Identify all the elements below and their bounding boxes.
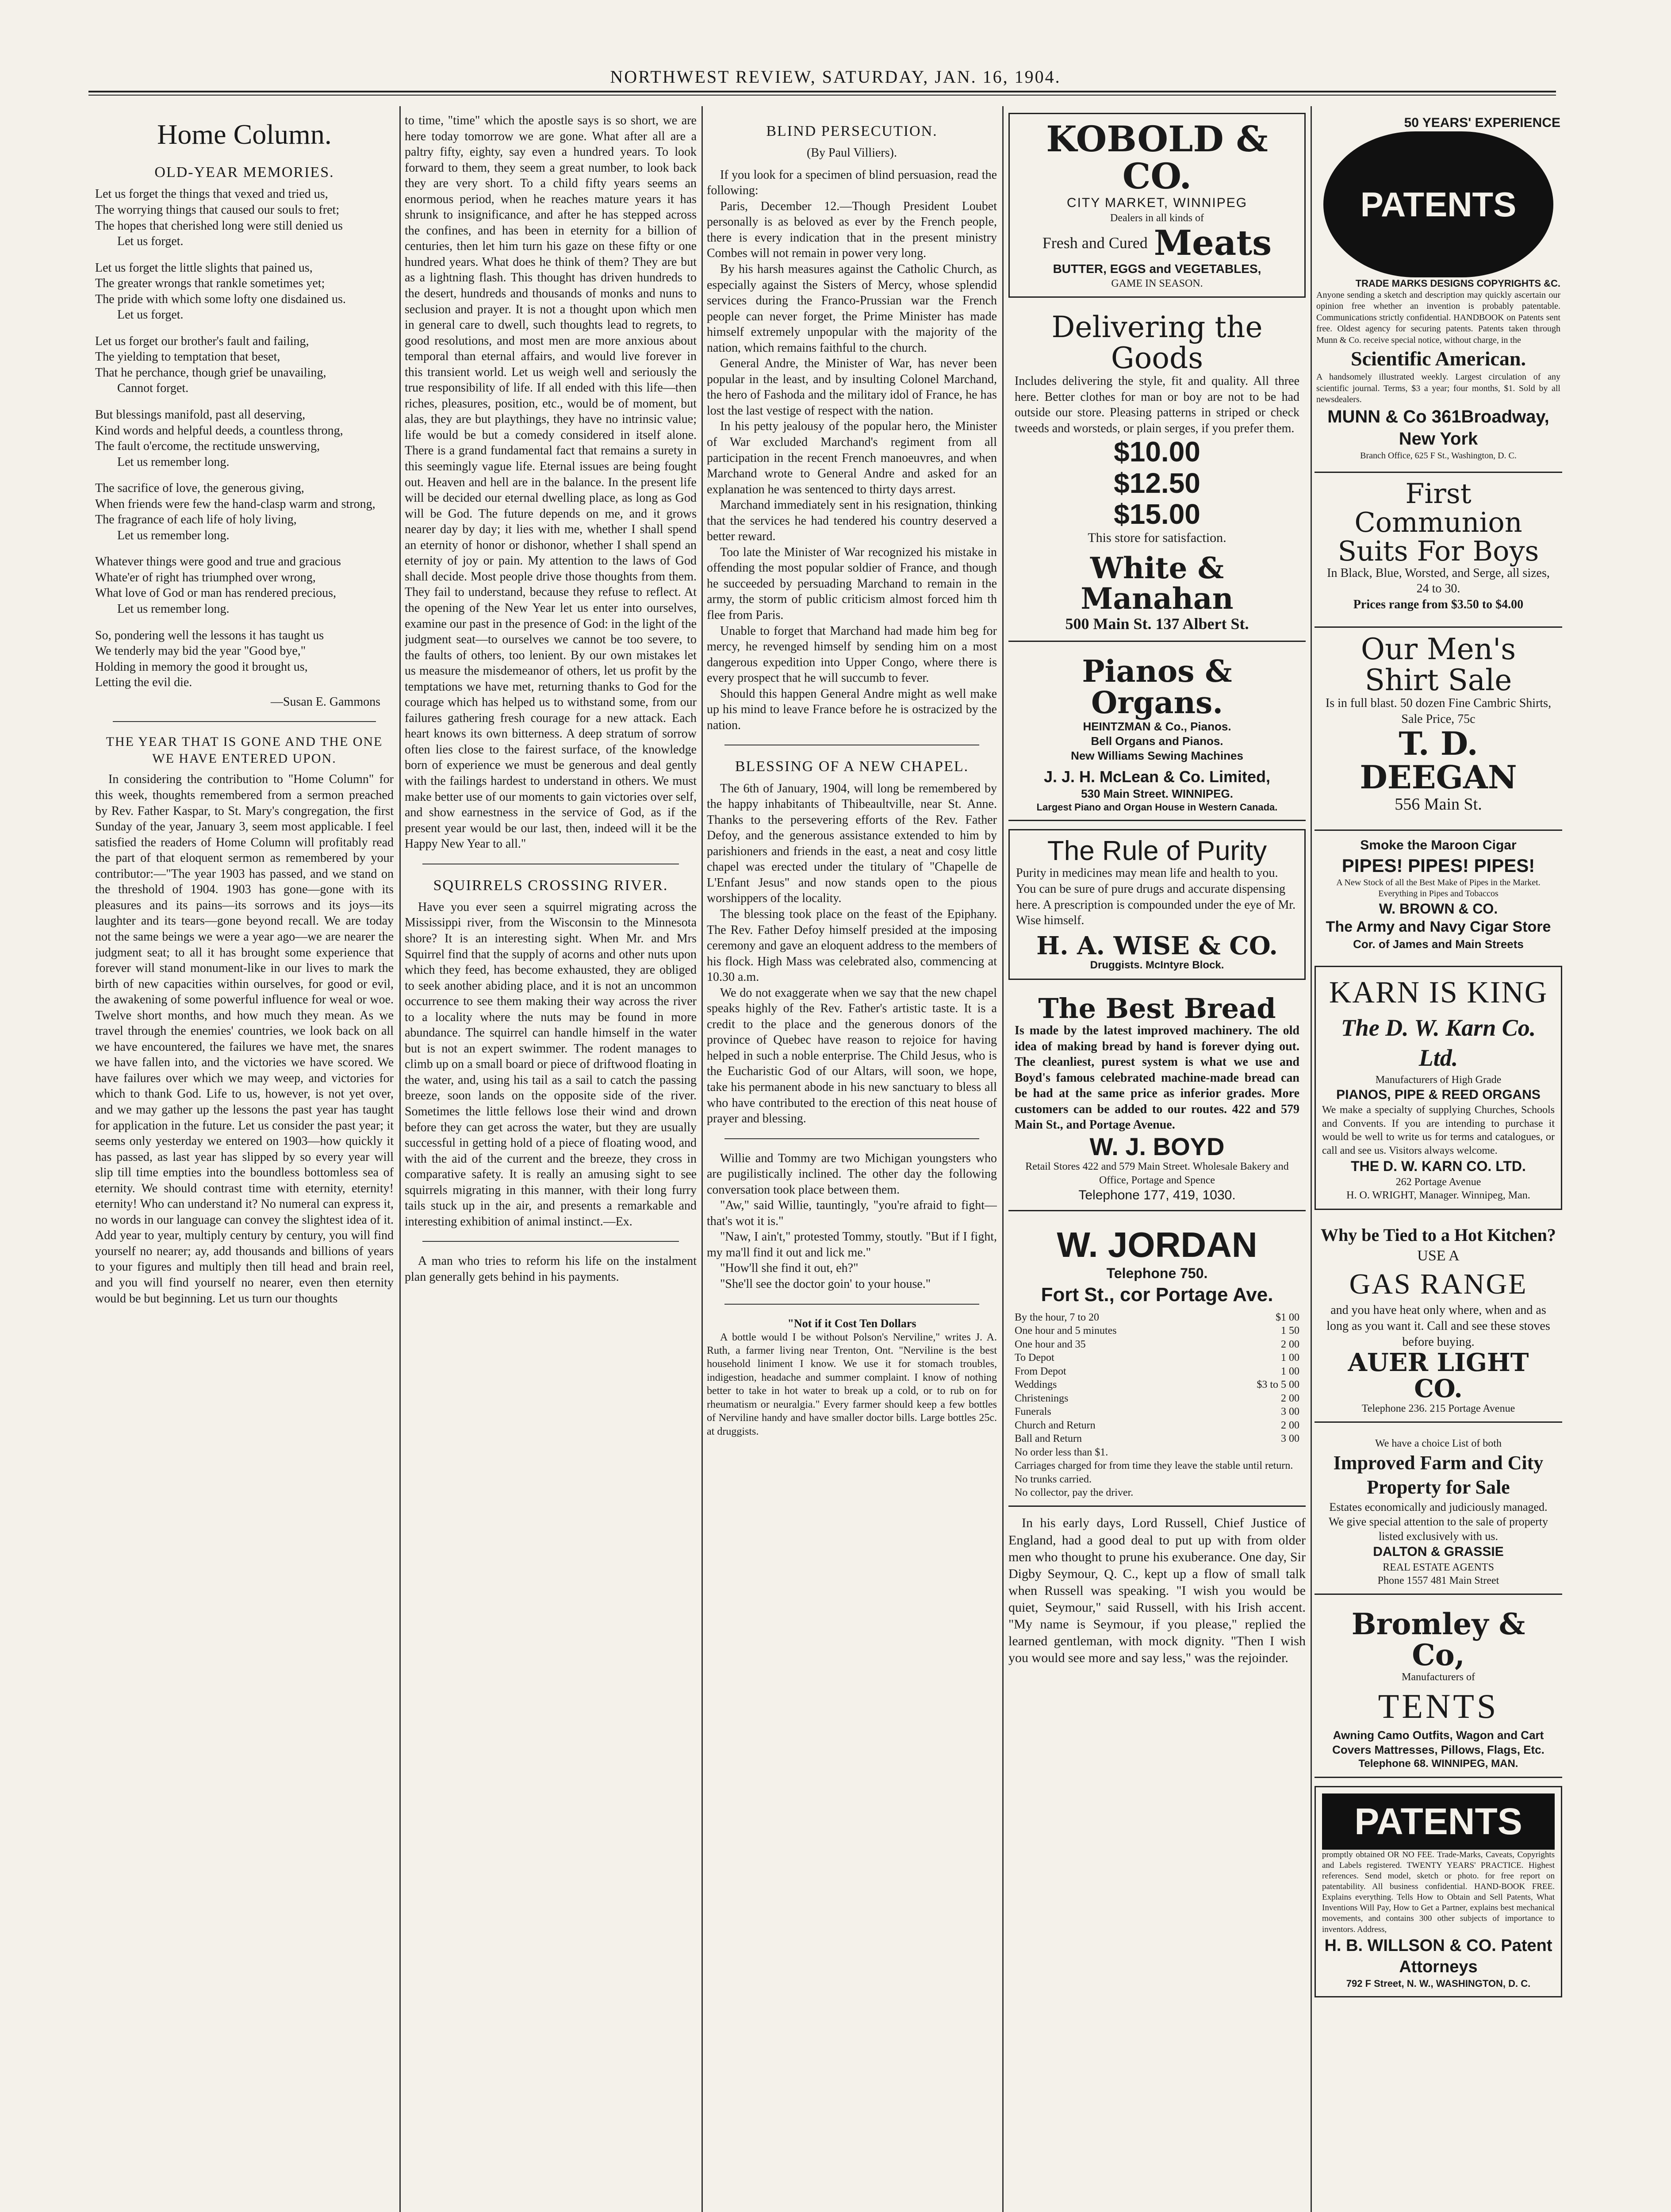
- rates-table: [1015, 1311, 1299, 1446]
- willie-paragraph: "She'll see the doctor goin' to your house.": [720, 1277, 931, 1291]
- price-3: $15.00: [1114, 498, 1200, 530]
- patents-text: Anyone sending a sketch and description may quickly ascertain our opinion free whether an invention is probably patentable. Communications strictly confidential. HANDBOOK on Patents sent free. Oldest agency for securing patents. Patents taken through Munn & Co. receive special notice, without charge, in the: [1316, 290, 1560, 345]
- dalton: DALTON & GRASSIE: [1373, 1544, 1504, 1559]
- price-2: $12.50: [1114, 467, 1200, 499]
- essay-paragraph: to time, "time" which the apostle says is so short, we are here today tomorrow we are gone. What after all are a paltry fifty, eighty, say even a hundred years. To look forward to them, they seem a great number, to look back they are very short. To a child fifty years seems an enormous period, when he reaches mature years it has shrunk to insignificance, and after he has stepped across the confines, and has been in eternity for a billion of centuries, then let him turn his gaze on these fifty or one hundred years. What does he think of them? They are but as a lightning flash. This thought has driven hundreds to the desert, hundreds and thousands of monks and nuns to seclusion and prayer. It is not a thought upon which men in general care to dwell, such thoughts lead to regrets, to good resolutions, and most men are more anxious about temporal than eternal affairs, and would live forever in this transient world. Let us weigh well and seriously the true responsibility of life. If all ended with this life—then riches, pleasures, position, etc., would be of moment, but alas, they are but playthings, they have no intrinsic value; life would be but a comedy considered in itself alone. There is a grand fundamental fact that remains a surety in this seemingly vague life. Eternal issues are being fought out. Heaven and hell are in the balance. In the present life will be decided our eternal dwelling place, as long as God will be God. The future depends on me, and it grows nearer day by day; it lies with me, whether I shall spend an eternity of honor or dishonor, whether I shall spend an eternity of joy or pain. My attention to the laws of God shall decide. Most people drive those thoughts from them. They fail to understand, because they refuse to reflect. At the opening of the New Year let us enter into ourselves, examine our past in the presence of God: in the light of the judgment seat—to ourselves we cannot be too severe, to the faults of others, too lenient. By our own mistakes let us measure the misdemeanor of others, let us profit by the temptations we have met, returning thanks to God for the courage which has helped us to withstand some, from our failures gathering fresh courage for a new attack. Each heart knows its own bitterness. A deep stratum of sorrow often lies close to the fairest surface, of the knowledge born of experience we must be generous and deal gently with the failings hardest to understand in others. We must make better use of our moments to gain victories over self, and show earnestness in the service of God, as if the present year would be our last, then, indeed will it be the Happy New Year to all.": [405, 114, 697, 851]
- poem-line: Let us remember long.: [117, 455, 230, 469]
- communion-price: Prices range from $3.50 to $4.00: [1353, 597, 1524, 611]
- wise-sub: Druggists. McIntyre Block.: [1090, 959, 1224, 972]
- blind-paragraph: By his harsh measures against the Catholic Church, as especially against the Sisters of Mercy, whose splendid services during the Franco-Prussian war the French people can never forget, the Prime Minister has made himself extremely unpopular with the majority of the nation, which remains faithful to the church.: [707, 262, 997, 355]
- poem-line: The pride with which some lofty one disdained us.: [95, 292, 346, 306]
- poem-line: Holding in memory the good it brought us,: [95, 660, 308, 674]
- poem-line: Cannot forget.: [117, 381, 189, 396]
- pianos-line: Bell Organs and Pianos.: [1091, 734, 1223, 748]
- karn-address: 262 Portage Avenue: [1395, 1176, 1481, 1188]
- gas-text: and you have heat only where, when and as long as you want it. Call and see these stoves before buying.: [1326, 1303, 1550, 1349]
- willie-paragraph: "How'll she find it out, eh?": [720, 1261, 858, 1275]
- blind-paragraph: General Andre, the Minister of War, has never been popular in the least, and by insulting Colonel Marchand, the hero of Fashoda and the military idol of France, he has lost the last vestige of respect with the nation.: [707, 357, 997, 418]
- gas-use: USE A: [1417, 1248, 1460, 1264]
- rate-value: $1 00: [1276, 1311, 1299, 1323]
- bread-text: Is made by the latest improved machinery. The old idea of making bread by hand is forever dying out. The cleanliest, purest system is what we use and Boyd's famous celebrated machine-made bread can be had at the same price as inferior grades. More customers can be added to our routes. 422 and 579 Main St., and Portage Avenue.: [1015, 1023, 1299, 1132]
- poem-line: [95, 470, 394, 480]
- column-1: [95, 113, 394, 2212]
- pianos-title: Pianos & Organs.: [1082, 653, 1232, 721]
- essay-paragraph: In considering the contribution to "Home Column" for this week, thoughts remembered from a sermon preached by Rev. Father Kaspar, to St. Mary's congregation, the first Sunday of the year, January 3, seem most applicable. I feel satisfied the readers of Home Column will profitably read the part of that eloquent sermon as remembered by your contributor:—"The year 1903 has passed, and we stand on the threshold of 1904. 1903 has gone—gone with its pleasures and its pains—its sorrows and its joys—its laughter and its tears—gone beyond recall. We are today not the same beings we were a year ago—we are nearer the judgment seat; to all it has brought some experience that forever will stand monument-like in our lives to mark the birth of new capacities within ourselves, for good or evil, the awakening of some powerful influence for weal or woe. Twelve short months, and how much they mean. As we travel through the enemies' countries, we look back on all we have encountered, the failures we have met, the snares we have fallen into, and the victories we have scored. We have failures over which we may weep, and victories for which to thank God. Life to us, however, is not yet over, and we may gather up the lessons the past year has taught for application in the future. Let us consider the past year; it seems only yesterday we entered on 1903—how quickly it has passed, as last year has slipped by so every year will slip till time empties into the boundless bottomless sea of eternity. We should contrast time with eternity, eternity! eternity! Who can understand it? No numeral can express it, no words in our language can convey the slightest idea of it. Add year to year, multiply century by century, you will find yourself no nearer; ay, add thousands and billions of years to your figures and multiply then till head and brain reel, and you will find yourself no nearer, even then eternity would be but beginning. Let us turn our thoughts: [95, 772, 394, 1306]
- blind-paragraph: Should this happen General Andre might as well make up his mind to leave France before he is ostracized by the nation.: [707, 687, 997, 732]
- column-3: [707, 113, 997, 2212]
- patents-ad: [1315, 113, 1562, 464]
- tents: TENTS: [1378, 1686, 1499, 1725]
- jordan-note: Carriages charged for from time they leave the stable until return.: [1015, 1460, 1293, 1472]
- price-1: $10.00: [1114, 436, 1200, 468]
- gas-ad: [1315, 1218, 1562, 1423]
- dalton-sub: REAL ESTATE AGENTS: [1383, 1561, 1494, 1573]
- poem-line: But blessings manifold, past all deserving,: [95, 408, 306, 422]
- column-5: [1315, 113, 1562, 2212]
- poem-line: Let us forget the little slights that pained us,: [95, 261, 313, 275]
- rate-label: One hour and 5 minutes: [1015, 1325, 1117, 1337]
- pipes: PIPES! PIPES! PIPES!: [1341, 855, 1535, 876]
- poem-line: When friends were few the hand-clasp warm and strong,: [95, 497, 376, 511]
- bromley-tel: Telephone 68. WINNIPEG, MAN.: [1358, 1757, 1518, 1770]
- rate-value: 1 50: [1281, 1325, 1299, 1337]
- karn-company: The D. W. Karn Co. Ltd.: [1341, 1014, 1536, 1071]
- poem-line: Letting the evil die.: [95, 676, 192, 690]
- white-manahan: White & Manahan: [1081, 550, 1234, 616]
- pipes-text: A New Stock of all the Best Make of Pipes in the Market. Everything in Pipes and Tobaccos: [1336, 878, 1541, 899]
- willson-address: 792 F Street, N. W., WASHINGTON, D. C.: [1346, 1978, 1531, 1989]
- brown: W. BROWN & CO.: [1379, 900, 1498, 917]
- rate-value: $3 to 5 00: [1257, 1379, 1299, 1391]
- essay-title: THE YEAR THAT IS GONE AND THE ONE WE HAVE ENTERED UPON.: [106, 734, 383, 766]
- squirrels-title: SQUIRRELS CROSSING RIVER.: [433, 877, 668, 894]
- karn-ltd: THE D. W. KARN CO. LTD.: [1351, 1158, 1526, 1175]
- delivering-title: Delivering the Goods: [1051, 310, 1263, 375]
- kobold-name: KOBOLD & CO.: [1046, 118, 1268, 197]
- blind-paragraph: Marchand immediately sent in his resignation, thinking that the services he had tendered his country deserved a better reward.: [707, 498, 997, 544]
- rate-label: Christenings: [1015, 1392, 1069, 1404]
- mclean-name: J. J. H. McLean & Co. Limited,: [1043, 767, 1271, 786]
- chapel-paragraph: The 6th of January, 1904, will long be remembered by the happy inhabitants of Thibeaultville, near St. Anne. Thanks to the persevering efforts of the Rev. Father Defoy, and the generous assistance extended to him by parishioners and friends in the east, a neat and cosy little chapel was erected under the titulary of "Chapelle de L'Enfant Jesus" and now stands open to the pious worshippers of the locality.: [707, 781, 997, 906]
- rate-row: [1015, 1432, 1299, 1445]
- purity-text: Purity in medicines may mean life and health to you. You can be sure of pure drugs and accurate dispensing here. A prescription is compounded under the eye of Mr. Wise himself.: [1016, 866, 1296, 928]
- kobold-ad: [1008, 113, 1306, 298]
- blind-body: [707, 167, 997, 733]
- farm-ad: [1315, 1431, 1562, 1595]
- column-4: [1008, 113, 1306, 2212]
- nerviline-text: A bottle would I be without Polson's Nerviline," writes J. A. Ruth, a farmer living near Trenton, Ont. "Nerviline is the best household liniment I know. We use it for stomach troubles, indigestion, headache and summer complaint. I know of nothing better to take in hot water to break up a cold, or to rub on for rheumatism or neuralgia." Every farmer should keep a few bottles of Nerviline handy and have smaller doctor bills. Large bottles 25c. at druggists.: [707, 1331, 997, 1437]
- russell-text: In his early days, Lord Russell, Chief Justice of England, had a good deal to put up with from older men who thought to prune his exuberance. One day, Sir Digby Seymour, Q. C., kept up a flow of small talk when Russell was speaking. "I wish you would be quiet, Seymour," said Russell, with his Irish accent. "My name is Seymour, if you please," replied the learned gentleman, with mock dignity. "Then I wish you would see more and say less," was the rejoinder.: [1008, 1516, 1306, 1666]
- dalton-address: Phone 1557 481 Main Street: [1377, 1575, 1499, 1586]
- rate-label: To Depot: [1015, 1352, 1054, 1364]
- wise-name: H. A. WISE & CO.: [1036, 931, 1278, 960]
- patents-banner: PATENTS: [1322, 1793, 1555, 1850]
- poem-line: We tenderly may bid the year "Good bye,": [95, 644, 306, 658]
- poem-line: Let us forget.: [117, 308, 184, 322]
- delivering-ad: [1008, 306, 1306, 641]
- cigar: Smoke the Maroon Cigar: [1360, 837, 1517, 853]
- shirt-title: Our Men's Shirt Sale: [1361, 632, 1516, 697]
- rate-label: Funerals: [1015, 1406, 1051, 1418]
- rate-label: By the hour, 7 to 20: [1015, 1311, 1100, 1323]
- poem-line: [95, 396, 394, 407]
- poem: [95, 186, 394, 690]
- trade-marks: TRADE MARKS DESIGNS COPYRIGHTS &C.: [1355, 278, 1560, 289]
- nerviline-title: "Not if it Cost Ten Dollars: [787, 1317, 916, 1330]
- gas-range: GAS RANGE: [1349, 1267, 1528, 1300]
- willie-paragraph: "Naw, I ain't," protested Tommy, stoutly. "But if I fight, my ma'll find it out and lick me.": [707, 1230, 997, 1260]
- poem-line: [95, 323, 394, 334]
- scientific-american: Scientific American.: [1350, 347, 1526, 370]
- blind-paragraph: Too late the Minister of War recognized his mistake in offending the most popular soldier of France, and though he succeeded by persuading Marchand to remain in the army, the storm of public criticism almost forced him th flee from Paris.: [707, 545, 997, 622]
- poem-line: Whate'er of right has triumphed over wrong,: [95, 570, 316, 584]
- poem-line: The fragrance of each life of holy living,: [95, 513, 297, 527]
- squirrels-paragraph: Have you ever seen a squirrel migrating across the Mississippi river, from the Wisconsin to the Minnesota shore? It is an interesting sight. When Mr. and Mrs Squirrel find that the supply of acorns and other nuts upon which they feed, has become exhausted, they are obliged to seek another abiding place, and it is not an uncommon occurrence to see them making their way across the river to a locality where the nuts may be found in more abundance. The squirrel can handle himself in the water but is not an expert swimmer. The rodent manages to climb up on a small board or piece of driftwood floating in the water, and, using his tail as a sail to catch the passing breeze, soon lands on the opposite side of the river. Sometimes the little fellows lose their wind and drown before they can get across the water, but they are usually successful in getting hold of a piece of floating wood, and with the aid of the current and the breeze, they cross in comparative safety. It is really an amusing sight to see squirrels migrating in this manner, with their long furry tails stuck up in the air, and presents a remarkable and interesting exhibition of animal instinct.—Ex.: [405, 900, 697, 1229]
- blind-paragraph: Paris, December 12.—Though President Loubet personally is as beloved as ever by the French people, there is every indication that in the present ministry Combes will not remain in power very long.: [707, 199, 997, 261]
- willie-body: [707, 1151, 997, 1292]
- column-divider: [701, 106, 703, 2212]
- chapel-paragraph: The blessing took place on the feast of the Epiphany. The Rev. Father Defoy himself presided at the imposing ceremony and gave an eloquent address to the members of his flock. High Mass was celebrated also, commencing at 10.30 a.m.: [707, 907, 997, 984]
- squirrels-paragraph: A man who tries to reform his life on the instalment plan generally gets behind in his payments.: [405, 1254, 697, 1284]
- masthead: NORTHWEST REVIEW, SATURDAY, JAN. 16, 1904.: [610, 67, 1061, 87]
- boyd-sub: Retail Stores 422 and 579 Main Street. Wholesale Bakery and Office, Portage and Spence: [1025, 1161, 1289, 1186]
- rate-label: Church and Return: [1015, 1419, 1096, 1431]
- poem-line: Let us forget the things that vexed and tried us,: [95, 187, 328, 201]
- poem-title: OLD-YEAR MEMORIES.: [154, 164, 334, 181]
- karn-manager: H. O. WRIGHT, Manager. Winnipeg, Man.: [1346, 1190, 1530, 1202]
- poem-line: [95, 617, 394, 628]
- jordan-name: W. JORDAN: [1057, 1225, 1257, 1265]
- chapel-body: [707, 781, 997, 1127]
- kobold-fresh: Fresh and Cured: [1042, 234, 1148, 252]
- rate-label: From Depot: [1015, 1365, 1066, 1377]
- masthead-rule-thin: [88, 95, 1556, 96]
- deegan-address: 556 Main St.: [1395, 795, 1482, 814]
- rate-row: [1015, 1405, 1299, 1418]
- poem-line: Let us remember long.: [117, 602, 230, 616]
- bread-title: The Best Bread: [1038, 992, 1276, 1025]
- masthead-rule: [88, 91, 1556, 92]
- delivering-text: Includes delivering the style, fit and quality. All three here. Better clothes for man or boy are not to be had outside our store. Pleasing patterns in striped or check tweeds and worsteds, or plain serges, if you prefer them.: [1015, 374, 1299, 435]
- rate-label: One hour and 35: [1015, 1338, 1086, 1350]
- willie-paragraph: "Aw," said Willie, tauntingly, "you're afraid to fight—that's wot it is.": [707, 1198, 997, 1228]
- poem-line: Kind words and helpful deeds, a countless throng,: [95, 423, 343, 438]
- rate-row: [1015, 1311, 1299, 1324]
- rate-value: 3 00: [1281, 1433, 1299, 1445]
- rate-value: 3 00: [1281, 1406, 1299, 1418]
- rate-row: [1015, 1378, 1299, 1391]
- willson: H. B. WILLSON & CO. Patent Attorneys: [1324, 1936, 1552, 1976]
- rate-label: Weddings: [1015, 1379, 1057, 1391]
- deegan: T. D. DEEGAN: [1360, 725, 1517, 796]
- kobold-butter: BUTTER, EGGS and VEGETABLES,: [1053, 262, 1261, 276]
- separator: [724, 1304, 979, 1305]
- rate-label: Ball and Return: [1015, 1433, 1082, 1445]
- patents2-text: promptly obtained OR NO FEE. Trade-Marks, Caveats, Copyrights and Labels registered. TWENTY YEARS' PRACTICE. Highest references. Send model, sketch or photo. for free report on patentability. All business confidential. HAND-BOOK FREE. Explains everything. Tells How to Obtain and Sell Patents, What Inventions Will Pay, How to Get a Partner, explains best mechanical movements, and contains 300 other subjects of importance to inventors. Address,: [1322, 1850, 1555, 1934]
- farm-text: Estates economically and judiciously managed. We give special attention to the sale of property listed exclusively with us.: [1328, 1501, 1548, 1543]
- separator: [113, 721, 376, 722]
- blind-paragraph: In his petty jealousy of the popular hero, the Minister of War excluded Marchand's regiment from all participation in the recent French manoeuvres, and when Marchand wrote to General Andre and asked for an explanation he was sentenced to thirty days arrest.: [707, 419, 997, 496]
- brown-sub: The Army and Navy Cigar Store: [1326, 918, 1551, 936]
- column-divider: [1311, 106, 1312, 2212]
- communion-title: First Communion Suits For Boys: [1338, 477, 1539, 567]
- karn-title: KARN IS KING: [1329, 975, 1548, 1010]
- patents-ad-2: [1315, 1786, 1562, 1997]
- chapel-paragraph: We do not exaggerate when we say that the new chapel speaks highly of the Rev. Father's artistic taste. It is a credit to the place and the generous donors of the province of Quebec have reason to rejoice for having helped in such a noble enterprise. The Child Jesus, who is the Eucharistic God of our Altars, will soon, we hope, take his permanent abode in his new sanctuary to bless all who have contributed to the erection of this neat house of prayer and blessing.: [707, 986, 997, 1126]
- rate-row: [1015, 1338, 1299, 1351]
- jordan-address: Fort St., cor Portage Ave.: [1041, 1284, 1273, 1306]
- karn-products: PIANOS, PIPE & REED ORGANS: [1336, 1087, 1541, 1102]
- rate-row: [1015, 1392, 1299, 1405]
- pianos-line: New Williams Sewing Machines: [1071, 749, 1243, 762]
- jordan-ad: [1008, 1219, 1306, 1507]
- rate-value: 2 00: [1281, 1419, 1299, 1431]
- delivering-tag: This store for satisfaction.: [1088, 530, 1226, 545]
- karn-text: We make a specialty of supplying Churches, Schools and Convents. If you are intending to purchase it would be well to write us for terms and catalogues, or call and see us. Visitors always welcome.: [1322, 1104, 1555, 1156]
- mclean-tag: Largest Piano and Organ House in Western Canada.: [1036, 802, 1278, 813]
- blind-paragraph: Unable to forget that Marchand had made him beg for mercy, he revenged himself by sending him on a most dangerous expedition into Upper Congo, where there is every prospect that he will succumb to fever.: [707, 624, 997, 685]
- poem-line: [95, 543, 394, 554]
- poem-line: Let us forget.: [117, 234, 184, 249]
- blind-byline: (By Paul Villiers).: [807, 146, 897, 160]
- jordan-note: No order less than $1.: [1015, 1446, 1108, 1458]
- purity-title: The Rule of Purity: [1047, 836, 1267, 867]
- rate-value: 2 00: [1281, 1392, 1299, 1404]
- bromley: Bromley & Co,: [1351, 1607, 1525, 1672]
- communion-ad: [1315, 472, 1562, 619]
- chapel-title: BLESSING OF A NEW CHAPEL.: [735, 758, 969, 775]
- poem-line: What love of God or man has rendered precious,: [95, 586, 337, 600]
- rate-row: [1015, 1351, 1299, 1364]
- jordan-notes: [1015, 1446, 1299, 1500]
- purity-ad: [1008, 829, 1306, 980]
- auer: AUER LIGHT CO.: [1348, 1348, 1529, 1403]
- rate-row: [1015, 1419, 1299, 1432]
- separator: [422, 1241, 679, 1242]
- jordan-tel: Telephone 750.: [1106, 1265, 1208, 1282]
- communion-text: In Black, Blue, Worsted, and Serge, all sizes, 24 to 30.: [1327, 566, 1550, 596]
- shirt-ad: [1315, 626, 1562, 821]
- home-column-title: Home Column.: [157, 119, 332, 150]
- poem-line: The fault o'ercome, the rectitude unswerving,: [95, 439, 320, 453]
- poem-line: [95, 250, 394, 260]
- column-divider: [1002, 106, 1004, 2212]
- blind-paragraph: If you look for a specimen of blind persuasion, read the following:: [707, 168, 997, 198]
- poem-line: The yielding to temptation that beset,: [95, 350, 280, 364]
- cigar-ad: [1315, 830, 1562, 958]
- bromley-items: Awning Camo Outfits, Wagon and Cart Covers Mattresses, Pillows, Flags, Etc.: [1332, 1728, 1545, 1756]
- auer-address: Telephone 236. 215 Portage Avenue: [1361, 1402, 1515, 1414]
- essay-body: [95, 772, 394, 1306]
- years-experience: 50 YEARS' EXPERIENCE: [1404, 115, 1560, 130]
- munn: MUNN & Co 361Broadway, New York: [1327, 407, 1549, 449]
- mclean-address: 530 Main Street. WINNIPEG.: [1081, 787, 1233, 801]
- pianos-ad: [1008, 650, 1306, 822]
- bread-ad: [1008, 988, 1306, 1212]
- squirrels-body: [405, 899, 697, 1285]
- karn-mfr: Manufacturers of High Grade: [1375, 1074, 1502, 1086]
- bromley-mfr: Manufacturers of: [1402, 1671, 1475, 1683]
- kobold-meats: Meats: [1154, 223, 1272, 263]
- poem-author: —Susan E. Gammons: [270, 695, 380, 709]
- boyd-tel: Telephone 177, 419, 1030.: [1078, 1188, 1236, 1203]
- willie-paragraph: Willie and Tommy are two Michigan youngsters who are pugilistically inclined. The other day the following conversation took place between them.: [707, 1151, 997, 1197]
- poem-line: That he perchance, though grief be unavailing,: [95, 365, 326, 380]
- poem-line: The sacrifice of love, the generous giving,: [95, 481, 304, 495]
- white-manahan-address: 500 Main St. 137 Albert St.: [1065, 615, 1249, 633]
- column-2: [405, 113, 697, 2212]
- karn-ad: [1315, 966, 1562, 1210]
- rate-row: [1015, 1365, 1299, 1378]
- jordan-note: No trunks carried.: [1015, 1473, 1092, 1485]
- poem-line: Let us forget our brother's fault and failing,: [95, 334, 309, 348]
- brown-address: Cor. of James and Main Streets: [1353, 937, 1524, 951]
- poem-line: The greater wrongs that rankle sometimes yet;: [95, 276, 325, 291]
- poem-line: So, pondering well the lessons it has taught us: [95, 628, 324, 642]
- kobold-game: GAME IN SEASON.: [1111, 278, 1203, 289]
- rate-row: [1015, 1324, 1299, 1337]
- patents-logo: PATENTS: [1323, 131, 1553, 277]
- essay-continued: [405, 113, 697, 852]
- poem-line: Let us remember long.: [117, 528, 230, 542]
- sciam-text: A handsomely illustrated weekly. Largest circulation of any scientific journal. Terms, $3 a year; four months, $1. Sold by all newsdealers.: [1316, 372, 1560, 405]
- column-divider: [399, 106, 401, 2212]
- munn-branch: Branch Office, 625 F St., Washington, D. C.: [1360, 451, 1517, 461]
- shirt-text: Is in full blast. 50 dozen Fine Cambric Shirts, Sale Price, 75c: [1325, 696, 1552, 726]
- farm-title: Improved Farm and City Property for Sale: [1333, 1452, 1544, 1498]
- blind-title: BLIND PERSECUTION.: [766, 123, 938, 139]
- boyd-name: W. J. BOYD: [1089, 1132, 1225, 1160]
- pianos-line: HEINTZMAN & Co., Pianos.: [1083, 719, 1231, 733]
- kobold-address: CITY MARKET, WINNIPEG: [1066, 196, 1248, 210]
- rate-value: 1 00: [1281, 1365, 1299, 1377]
- bromley-ad: [1315, 1603, 1562, 1778]
- russell-anecdote: [1008, 1515, 1306, 1667]
- jordan-note: No collector, pay the driver.: [1015, 1487, 1134, 1499]
- rate-value: 1 00: [1281, 1352, 1299, 1364]
- poem-line: The worrying things that caused our souls to fret;: [95, 203, 340, 217]
- rate-value: 2 00: [1281, 1338, 1299, 1350]
- separator: [724, 1138, 979, 1139]
- poem-line: The hopes that cherished long were still denied us: [95, 219, 343, 233]
- tied-title: Why be Tied to a Hot Kitchen?: [1321, 1225, 1556, 1245]
- poem-line: Whatever things were good and true and gracious: [95, 555, 341, 569]
- nerviline-body: [707, 1331, 997, 1439]
- kobold-dealers: Dealers in all kinds of: [1110, 212, 1204, 224]
- farm-intro: We have a choice List of both: [1375, 1438, 1502, 1450]
